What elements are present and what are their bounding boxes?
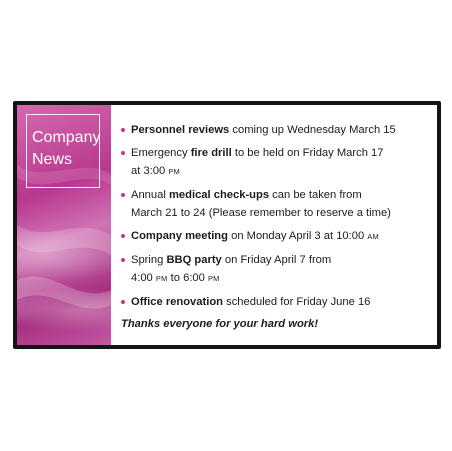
list-item bbox=[121, 121, 431, 139]
item-text: Emergency bbox=[131, 147, 191, 159]
item-text: on Monday April 3 at 10:00 bbox=[227, 230, 368, 242]
thanks-message: Thanks everyone for your hard work! bbox=[121, 318, 319, 330]
list-item bbox=[121, 227, 431, 246]
item-highlight: fire drill bbox=[190, 147, 232, 159]
time-suffix: PM bbox=[168, 167, 180, 176]
item-text: to 6:00 bbox=[167, 272, 208, 284]
bullet-icon bbox=[121, 300, 125, 304]
list-item bbox=[121, 144, 431, 181]
item-text: March 21 to 24 (Please remember to reserve a time) bbox=[131, 207, 391, 219]
title-line-2: News bbox=[32, 151, 73, 168]
item-text: on Friday April 7 from bbox=[221, 254, 332, 266]
title-line-1: Company bbox=[32, 129, 101, 146]
news-list bbox=[121, 121, 431, 316]
bullet-icon bbox=[121, 193, 125, 197]
item-highlight: BBQ party bbox=[166, 254, 222, 266]
item-highlight: Office renovation bbox=[131, 296, 224, 308]
display-bezel bbox=[13, 101, 441, 349]
company-news-title bbox=[26, 114, 100, 188]
bullet-icon bbox=[121, 128, 125, 132]
time-suffix: AM bbox=[367, 232, 379, 241]
item-text: coming up Wednesday March 15 bbox=[229, 124, 396, 136]
item-text: to be held on Friday March 17 bbox=[231, 147, 384, 159]
item-text: Spring bbox=[131, 254, 167, 266]
list-item bbox=[121, 251, 431, 288]
list-item bbox=[121, 186, 431, 222]
item-highlight: medical check-ups bbox=[168, 189, 270, 201]
bullet-icon bbox=[121, 234, 125, 238]
list-item bbox=[121, 293, 431, 311]
item-text: at 3:00 bbox=[131, 165, 169, 177]
item-text: can be taken from bbox=[269, 189, 362, 201]
time-suffix: PM bbox=[207, 274, 220, 283]
item-text: Annual bbox=[131, 189, 169, 201]
item-text: 4:00 bbox=[131, 272, 156, 284]
item-text: scheduled for Friday June 16 bbox=[223, 296, 371, 308]
side-panel bbox=[17, 105, 111, 345]
item-highlight: Company meeting bbox=[131, 230, 228, 242]
bullet-icon bbox=[121, 258, 125, 262]
bullet-icon bbox=[121, 151, 125, 155]
item-highlight: Personnel reviews bbox=[131, 124, 230, 136]
time-suffix: PM bbox=[155, 274, 168, 283]
signage-screen bbox=[17, 105, 437, 345]
